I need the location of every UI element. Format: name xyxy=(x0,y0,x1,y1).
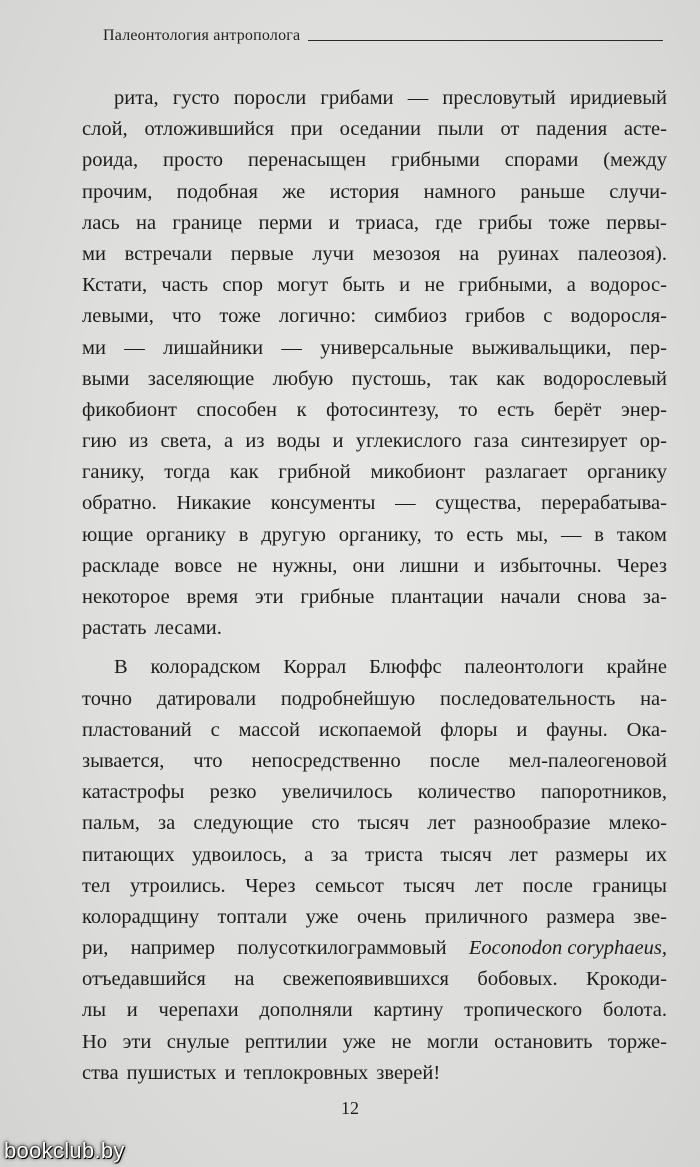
word: как xyxy=(496,367,525,390)
word: начали xyxy=(500,586,561,608)
word: и xyxy=(224,1061,236,1084)
text-line xyxy=(82,613,667,644)
word: так xyxy=(449,367,478,390)
word: водорослевый xyxy=(543,367,667,390)
word: пальм, xyxy=(82,812,140,835)
word: тропического xyxy=(464,999,583,1022)
word: тысяч xyxy=(403,874,456,897)
word: — xyxy=(395,492,416,515)
word: массой xyxy=(238,718,300,741)
word: густо xyxy=(172,87,220,109)
word: намного xyxy=(423,180,497,203)
word: полусоткилограммовый xyxy=(237,937,447,960)
word: снулые xyxy=(166,1030,230,1053)
word: грибами xyxy=(320,87,394,109)
word: с xyxy=(543,305,553,328)
word: снова xyxy=(577,586,627,608)
word: Никакие xyxy=(176,492,252,515)
word: на xyxy=(234,968,255,991)
text-line xyxy=(82,177,667,208)
text-line xyxy=(82,808,667,839)
word: не xyxy=(391,1030,412,1053)
word: водорос- xyxy=(590,274,667,297)
word: ми xyxy=(82,242,106,265)
text-line xyxy=(82,520,667,551)
word: могут xyxy=(277,274,329,297)
word: грибной xyxy=(278,461,351,484)
word: быть xyxy=(342,274,385,297)
word: — xyxy=(407,87,429,109)
word: и xyxy=(473,554,485,577)
word: например xyxy=(130,937,215,960)
word: мел-палеогеновой xyxy=(508,749,667,772)
word: пер- xyxy=(629,336,667,359)
word: а xyxy=(223,430,234,453)
word: дополняли xyxy=(259,999,353,1022)
word: есть xyxy=(497,398,535,421)
word: после xyxy=(429,749,480,772)
word: лы xyxy=(82,999,107,1022)
word: триаса, xyxy=(355,211,420,234)
word: на- xyxy=(640,687,667,710)
word: микобионт xyxy=(370,461,466,484)
word: а xyxy=(304,843,314,866)
word: сто xyxy=(311,812,340,835)
word: ри, xyxy=(82,937,109,960)
word: избыточны. xyxy=(499,554,602,577)
word: встречали xyxy=(124,242,213,265)
word: существа, xyxy=(435,492,522,515)
word: первые xyxy=(230,242,294,265)
word: триста xyxy=(365,843,424,866)
text-line xyxy=(82,426,667,457)
word: Кстати, xyxy=(82,274,148,297)
word: роида, xyxy=(82,149,139,172)
word: отложившийся xyxy=(144,118,274,141)
word: уже xyxy=(342,1030,376,1053)
word: мезозоя xyxy=(372,242,441,265)
word: млеко- xyxy=(608,812,667,835)
word: перенасыщен xyxy=(247,149,367,172)
word: любую xyxy=(272,367,334,390)
word: бобовых. xyxy=(477,968,558,991)
word: разнообразие xyxy=(473,812,591,835)
word: лет xyxy=(509,843,538,866)
text-line xyxy=(82,652,667,683)
word: Через xyxy=(616,554,667,577)
word: первы- xyxy=(606,211,667,234)
word: слой, xyxy=(82,118,128,141)
page-number: 12 xyxy=(341,1098,359,1118)
word: (между xyxy=(603,149,667,172)
word: торже- xyxy=(607,1030,667,1053)
word: то xyxy=(434,523,454,546)
word: раскладе xyxy=(82,554,160,577)
word: картину xyxy=(373,999,444,1022)
word: пустошь, xyxy=(351,367,432,390)
word: то xyxy=(458,398,478,421)
word: зверей! xyxy=(376,1061,441,1084)
word: органику xyxy=(146,523,226,546)
text-line xyxy=(82,83,667,114)
word: ющие xyxy=(82,523,134,546)
word: тоже xyxy=(548,211,590,234)
word: крайне xyxy=(606,656,667,679)
text-line xyxy=(82,395,667,426)
word: ства xyxy=(82,1061,119,1084)
word: оседании xyxy=(339,118,421,141)
word: границе xyxy=(172,211,243,234)
word: гию xyxy=(82,430,117,453)
word: уже xyxy=(305,905,339,928)
word: симбиоз xyxy=(374,305,447,328)
site-watermark: bookclub.by xyxy=(4,1138,125,1163)
word: эти xyxy=(254,586,284,608)
word: при xyxy=(290,118,323,141)
text-line xyxy=(82,488,667,519)
word: водоросля- xyxy=(570,305,667,328)
word: в xyxy=(594,523,604,546)
word: грибные xyxy=(300,586,375,608)
word: В xyxy=(114,656,128,679)
word: часть xyxy=(161,274,209,297)
word: тел xyxy=(82,874,111,897)
word: точно xyxy=(82,687,132,710)
word: очень xyxy=(356,905,407,928)
text-line xyxy=(82,301,667,332)
word: пушистых xyxy=(126,1061,217,1084)
word: болота. xyxy=(602,999,667,1022)
word: просто xyxy=(163,149,224,172)
text-line xyxy=(82,777,667,808)
word: приличного xyxy=(424,905,528,928)
word: границы xyxy=(592,874,667,897)
word: последовательность xyxy=(439,687,616,710)
text-line xyxy=(82,995,667,1026)
word: лишни xyxy=(399,554,459,577)
word: иридиевый xyxy=(569,87,667,109)
word: где xyxy=(435,211,463,234)
word: — xyxy=(124,336,145,359)
word: обратно. xyxy=(82,492,157,515)
word: удвоилось, xyxy=(191,843,287,866)
word: способен xyxy=(196,398,277,421)
word: вовсе xyxy=(174,554,223,577)
word: заселяющие xyxy=(147,367,255,390)
word: грибов xyxy=(465,305,526,328)
text-line xyxy=(82,840,667,871)
word: лет xyxy=(474,874,504,897)
word: поросли xyxy=(233,87,307,109)
word: случи- xyxy=(609,180,667,203)
word: ор- xyxy=(639,430,667,453)
word: за xyxy=(158,812,176,835)
word: раньше xyxy=(520,180,585,203)
word: света, xyxy=(160,430,212,453)
word: количество xyxy=(417,781,516,804)
word: пластований xyxy=(82,718,192,741)
text-line xyxy=(82,964,667,995)
word: из xyxy=(245,430,265,453)
word: пресловутый xyxy=(442,87,556,109)
word: свежепоявившихся xyxy=(282,968,449,991)
word: органику, xyxy=(338,523,422,546)
word: выми xyxy=(82,367,130,390)
word: Но xyxy=(82,1030,108,1053)
word: резко xyxy=(209,781,257,804)
word: нужны, xyxy=(272,554,338,577)
word: берёт xyxy=(553,398,602,421)
word: колорадском xyxy=(150,656,261,679)
word: органику xyxy=(587,461,667,484)
word: их xyxy=(645,843,667,866)
text-line xyxy=(82,1058,667,1089)
word: от xyxy=(500,118,520,141)
text-line xyxy=(82,270,667,301)
word: Крокоди- xyxy=(585,968,667,991)
text-line xyxy=(82,1027,667,1058)
running-head xyxy=(103,24,663,48)
word: как xyxy=(229,461,259,484)
word: увеличилось xyxy=(281,781,393,804)
word: Eoconodon coryphaeus, xyxy=(468,937,667,960)
word: газа xyxy=(473,430,509,453)
word: флоры xyxy=(440,718,498,741)
word: лишайники xyxy=(163,336,264,359)
word: тоже xyxy=(219,305,261,328)
word: ми xyxy=(82,336,106,359)
text-line xyxy=(82,333,667,364)
word: и xyxy=(126,999,138,1022)
word: руинах xyxy=(497,242,560,265)
word: питающих xyxy=(82,843,175,866)
word: ганику, xyxy=(82,461,145,484)
word: грибными, xyxy=(458,274,553,297)
running-head-rule xyxy=(308,40,663,41)
word: лесами. xyxy=(154,617,222,640)
word: воды xyxy=(276,430,321,453)
word: другую xyxy=(261,523,326,546)
word: падения xyxy=(536,118,608,141)
word: рита, xyxy=(114,87,159,109)
word: таком xyxy=(616,523,667,546)
text-line xyxy=(82,145,667,176)
word: тысяч xyxy=(440,843,492,866)
word: универсальные xyxy=(320,336,454,359)
word: из xyxy=(129,430,149,453)
word: подробнейшую xyxy=(280,687,416,710)
word: что xyxy=(172,305,202,328)
word: некоторое xyxy=(82,586,170,608)
word: растать xyxy=(82,617,147,640)
text-line xyxy=(82,582,667,613)
text-line xyxy=(82,208,667,239)
word: пыли xyxy=(437,118,484,141)
word: не xyxy=(237,554,258,577)
text-line xyxy=(82,933,667,964)
word: асте- xyxy=(623,118,667,141)
word: фотосинтезу, xyxy=(326,398,440,421)
word: зывается, xyxy=(82,749,165,772)
word: мы, xyxy=(516,523,549,546)
word: остановить xyxy=(494,1030,593,1053)
word: Через xyxy=(245,874,296,897)
word: за- xyxy=(642,586,667,608)
word: Коррал xyxy=(283,656,347,679)
word: теплокровных xyxy=(243,1061,369,1084)
running-head-title: Палеонтология антрополога xyxy=(103,27,301,44)
word: на xyxy=(459,242,480,265)
word: Блюффс xyxy=(369,656,442,679)
word: перми xyxy=(258,211,313,234)
word: не xyxy=(424,274,445,297)
word: размера xyxy=(546,905,615,928)
word: эти xyxy=(122,1030,152,1053)
word: логично: xyxy=(278,305,357,328)
word: история xyxy=(329,180,400,203)
word: плантации xyxy=(391,586,484,608)
word: и xyxy=(516,718,528,741)
word: есть xyxy=(466,523,504,546)
word: папоротников, xyxy=(540,781,667,804)
word: рептилии xyxy=(244,1030,328,1053)
word: углекислого xyxy=(355,430,462,453)
word: спор xyxy=(222,274,263,297)
body-text xyxy=(82,83,667,1089)
word: на xyxy=(136,211,157,234)
word: топтали xyxy=(217,905,288,928)
word: катастрофы xyxy=(82,781,185,804)
word: палеозоя). xyxy=(577,242,667,265)
word: прочим, xyxy=(82,180,153,203)
word: датировали xyxy=(156,687,257,710)
word: палеонтологи xyxy=(464,656,584,679)
word: синтезирует xyxy=(520,430,628,453)
word: следующие xyxy=(193,812,294,835)
word: и xyxy=(399,274,411,297)
text-line xyxy=(82,715,667,746)
text-line xyxy=(82,684,667,715)
word: размеры xyxy=(555,843,629,866)
word: консументы xyxy=(270,492,376,515)
word: грибными xyxy=(391,149,480,172)
text-line xyxy=(82,551,667,582)
word: звe- xyxy=(633,905,667,928)
text-line xyxy=(82,902,667,933)
word: колорадщину xyxy=(82,905,200,928)
word: лучи xyxy=(312,242,354,265)
word: — xyxy=(560,523,582,546)
word: непосредственно xyxy=(251,749,401,772)
word: а xyxy=(566,274,576,297)
word: в xyxy=(238,523,249,546)
word: грибы xyxy=(478,211,533,234)
word: левыми, xyxy=(82,305,154,328)
text-line xyxy=(82,364,667,395)
text-line xyxy=(82,871,667,902)
word: разлагает xyxy=(484,461,568,484)
word: спорами xyxy=(504,149,579,172)
word: после xyxy=(522,874,573,897)
word: время xyxy=(186,586,239,608)
word: семьсот xyxy=(315,874,384,897)
word: отъедавшийся xyxy=(82,968,206,991)
text-line xyxy=(82,239,667,270)
word: ископаемой xyxy=(318,718,422,741)
word: энер- xyxy=(620,398,667,421)
word: что xyxy=(193,749,223,772)
word: утроились. xyxy=(129,874,226,897)
word: лась xyxy=(82,211,120,234)
word: фауны. xyxy=(546,718,608,741)
word: и xyxy=(332,430,344,453)
word: выживальщики, xyxy=(471,336,612,359)
word: тогда xyxy=(164,461,211,484)
word: за xyxy=(330,843,348,866)
word: с xyxy=(210,718,220,741)
word: могли xyxy=(426,1030,479,1053)
word: подобная xyxy=(176,180,258,203)
text-line xyxy=(82,114,667,145)
word: — xyxy=(281,336,302,359)
text-line xyxy=(82,746,667,777)
text-line xyxy=(82,457,667,488)
word: фикобионт xyxy=(82,398,178,421)
word: к xyxy=(296,398,307,421)
word: тысяч xyxy=(357,812,410,835)
word: черепахи xyxy=(158,999,239,1022)
word: они xyxy=(352,554,385,577)
word: же xyxy=(282,180,306,203)
word: Ока- xyxy=(626,718,667,741)
word: лет xyxy=(427,812,456,835)
word: перерабатыва- xyxy=(541,492,667,515)
word: и xyxy=(328,211,340,234)
